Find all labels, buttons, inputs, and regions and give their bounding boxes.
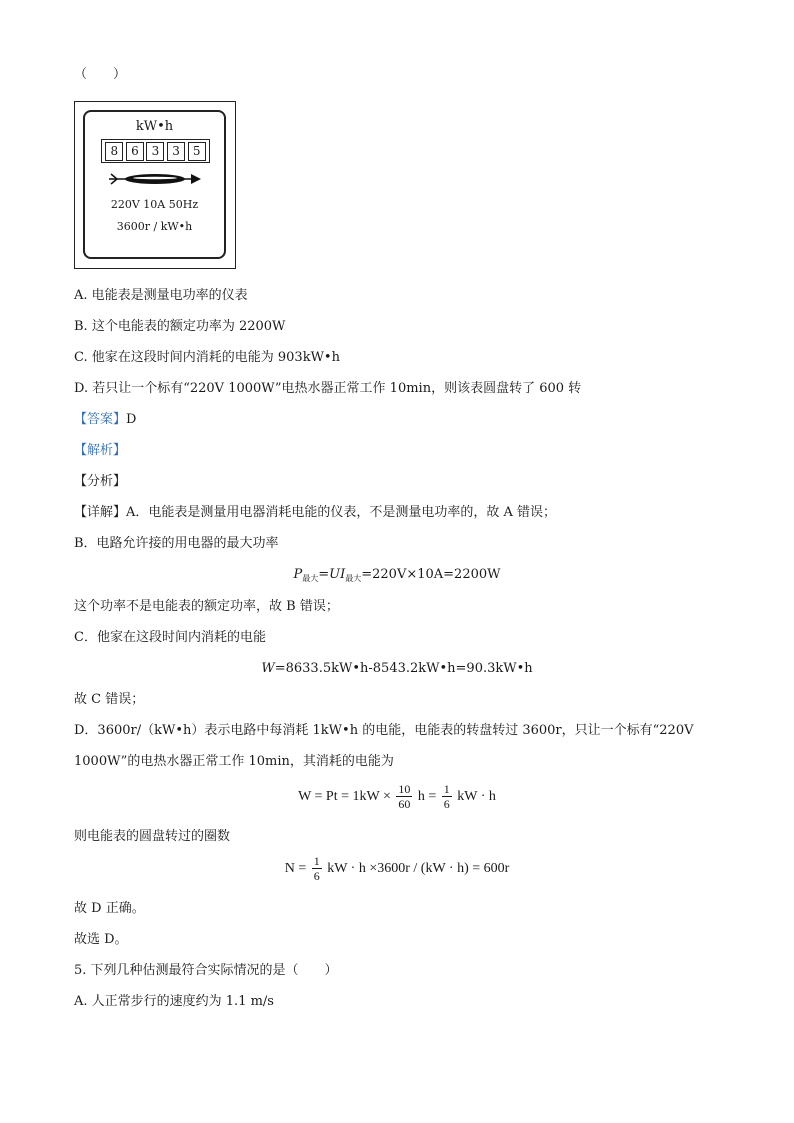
detail-b-conclusion: 这个功率不是电能表的额定功率，故 B 错误；	[74, 599, 339, 614]
eq-p-rest: =220V×10A=2200W	[361, 567, 501, 582]
meter-unit: kW•h	[135, 119, 174, 134]
meter-disc-arrow-icon	[107, 171, 203, 187]
eq-w-symbol: W	[261, 661, 275, 676]
detail-choose: 故选 D。	[74, 932, 128, 947]
eq-fraction-numerator: 1	[443, 782, 450, 797]
meter-spec-revolutions: 3600r / kW•h	[116, 220, 193, 233]
next-question-option-a: A. 人正常步行的速度约为 1.1 m/s	[74, 994, 274, 1009]
meter-digit: 3	[146, 142, 164, 161]
equation-revolutions	[0, 853, 794, 885]
eq-p-sub1: 最大	[302, 574, 319, 583]
detail-a-text: A．电能表是测量用电器消耗电能的仪表，不是测量电功率的，故 A 错误；	[126, 505, 557, 520]
eq-fraction-numerator: 10	[398, 782, 411, 797]
option-b: B. 这个电能表的额定功率为 2200W	[74, 319, 286, 334]
question-stem-tail: （ ）	[74, 67, 127, 82]
detail-label: 【详解】	[74, 505, 127, 520]
equation-max-power	[0, 566, 794, 585]
detail-d-line1: D．3600r/（kW•h）表示电路中每消耗 1kW•h 的电能，电能表的转盘转过 3600r，只让一个标有“220V	[74, 723, 694, 738]
fenxi-label: 【分析】	[74, 474, 127, 489]
eq-p-sub2: 最大	[345, 574, 362, 583]
detail-b-intro: B．电路允许接的用电器的最大功率	[74, 536, 279, 551]
eq-wpt-mid: h =	[417, 789, 437, 804]
detail-c-intro: C．他家在这段时间内消耗的电能	[74, 630, 266, 645]
eq-p-mid: =UI	[318, 567, 346, 582]
equation-energy-difference	[0, 660, 794, 678]
option-d: D. 若只让一个标有“220V 1000W”电热水器正常工作 10min，则该表圆盘转了 600 转	[74, 381, 582, 396]
eq-fraction-denominator: 6	[443, 797, 450, 812]
detail-d-count-intro: 则电能表的圆盘转过的圈数	[74, 829, 231, 844]
analysis-label: 【解析】	[74, 443, 127, 458]
eq-n-right: kW · h ×3600r / (kW · h) = 600r	[327, 861, 510, 876]
meter-digit: 6	[126, 142, 144, 161]
eq-fraction-numerator: 1	[313, 854, 320, 869]
option-a: A. 电能表是测量电功率的仪表	[74, 288, 248, 303]
eq-n-left: N =	[284, 861, 307, 876]
eq-wpt-fraction-result	[442, 782, 452, 811]
detail-d-conclusion: 故 D 正确。	[74, 901, 145, 916]
answer-label: 【答案】	[74, 412, 127, 427]
eq-p-symbol: P	[293, 567, 303, 582]
eq-n-fraction	[312, 854, 322, 883]
meter-digit: 3	[167, 142, 185, 161]
equation-heater-energy	[0, 781, 794, 813]
eq-fraction-denominator: 6	[313, 869, 320, 884]
next-question-stem: 5. 下列几种估测最符合实际情况的是（ ）	[74, 963, 338, 978]
answer-value: D	[126, 412, 137, 427]
answer-line	[74, 411, 136, 429]
detail-d-line2: 1000W”的电热水器正常工作 10min，其消耗的电能为	[74, 754, 394, 769]
eq-w-rest: =8633.5kW•h-8543.2kW•h=90.3kW•h	[274, 661, 533, 676]
eq-wpt-fraction-time	[396, 782, 412, 811]
detail-c-conclusion: 故 C 错误；	[74, 692, 145, 707]
option-c: C. 他家在这段时间内消耗的电能为 903kW•h	[74, 350, 340, 365]
detail-a-line	[74, 504, 556, 522]
eq-fraction-denominator: 60	[398, 797, 411, 812]
meter-face	[83, 110, 226, 259]
meter-digit: 8	[105, 142, 123, 161]
eq-wpt-right: kW · h	[457, 789, 496, 804]
electric-meter-figure	[74, 101, 236, 269]
meter-spec-voltage: 220V 10A 50Hz	[110, 198, 199, 211]
meter-digit: 5	[188, 142, 206, 161]
meter-digit-window	[101, 139, 210, 163]
eq-wpt-left: W = Pt = 1kW ×	[298, 789, 391, 804]
